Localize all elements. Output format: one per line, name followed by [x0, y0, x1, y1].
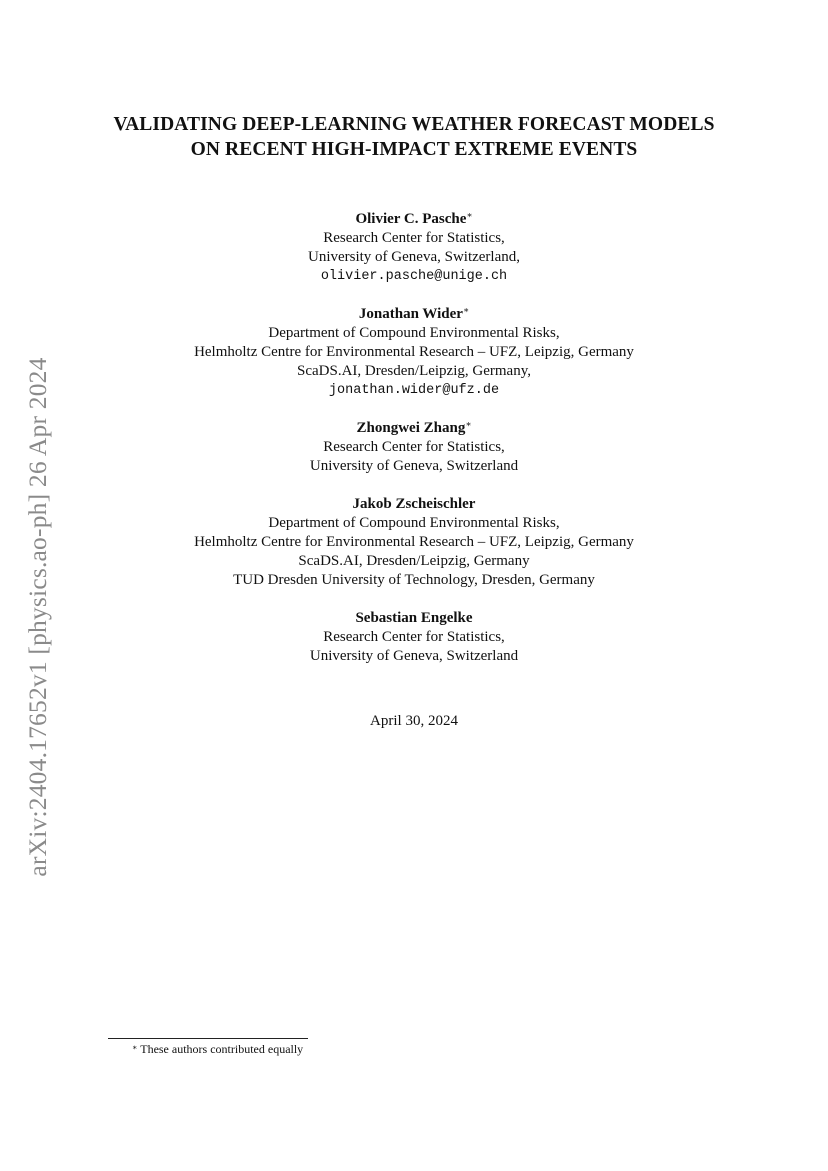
affiliation-line: ScaDS.AI, Dresden/Leipzig, Germany, [297, 363, 531, 379]
affiliation-line: Research Center for Statistics, [323, 439, 505, 455]
author-block [0, 419, 828, 476]
author-name: Jonathan Wider [358, 306, 463, 322]
title-line-2: ON RECENT HIGH-IMPACT EXTREME EVENTS [190, 139, 638, 160]
author-block [0, 495, 828, 590]
arxiv-identifier: arXiv:2404.17652v1 [physics.ao-ph] 26 Apr 2024 [23, 357, 52, 877]
author-block [0, 210, 828, 286]
affiliation-line: University of Geneva, Switzerland, [307, 249, 521, 265]
paper-title [0, 112, 828, 162]
equal-contribution-marker: ∗ [466, 210, 473, 220]
author-email: jonathan.wider@ufz.de [328, 383, 500, 398]
affiliation-line: Helmholtz Centre for Environmental Research – UFZ, Leipzig, Germany [194, 534, 634, 550]
author-block [0, 305, 828, 400]
affiliation-line: Department of Compound Environmental Risks, [268, 325, 560, 341]
affiliation-line: University of Geneva, Switzerland [309, 648, 519, 664]
affiliation-line: University of Geneva, Switzerland [309, 458, 519, 474]
title-line-1: VALIDATING DEEP-LEARNING WEATHER FORECAST MODELS [113, 114, 715, 135]
footnote-rule [108, 1038, 308, 1039]
author-block [0, 609, 828, 666]
author-name: Zhongwei Zhang [356, 420, 466, 436]
author-name: Sebastian Engelke [355, 610, 473, 626]
author-email: olivier.pasche@unige.ch [320, 269, 508, 284]
affiliation-line: Department of Compound Environmental Risks, [268, 515, 560, 531]
equal-contribution-marker: ∗ [462, 305, 470, 315]
footnote [132, 1042, 303, 1057]
author-list [0, 210, 828, 685]
equal-contribution-marker: ∗ [465, 419, 472, 429]
affiliation-line: ScaDS.AI, Dresden/Leipzig, Germany [298, 553, 530, 569]
footnote-text: These authors contributed equally [140, 1042, 304, 1056]
author-name: Jakob Zscheischler [352, 496, 476, 512]
affiliation-line: TUD Dresden University of Technology, Dresden, Germany [233, 572, 595, 588]
author-name: Olivier C. Pasche [355, 211, 467, 227]
footnote-marker: ∗ [132, 1043, 138, 1052]
publication-date: April 30, 2024 [370, 713, 458, 729]
affiliation-line: Helmholtz Centre for Environmental Research – UFZ, Leipzig, Germany [194, 344, 634, 360]
affiliation-line: Research Center for Statistics, [323, 230, 505, 246]
affiliation-line: Research Center for Statistics, [323, 629, 505, 645]
